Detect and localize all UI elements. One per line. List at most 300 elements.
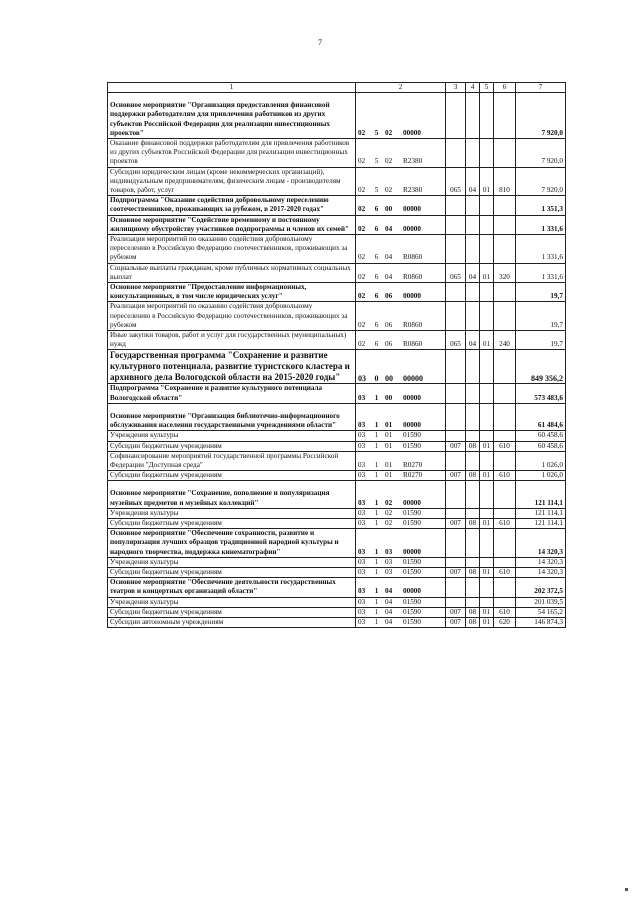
code-part: 1	[374, 471, 379, 480]
row-code-cell	[356, 302, 446, 331]
row-col3-cell: 007	[446, 567, 466, 577]
row-col6-cell: 810	[494, 167, 516, 196]
code-part: 03	[358, 431, 366, 440]
row-col5-cell	[480, 529, 494, 558]
row-name-cell: Субсидии бюджетным учреждениям	[108, 471, 356, 481]
row-amount-cell: 7 920,0	[516, 93, 566, 139]
header-cell-6: 6	[494, 83, 516, 93]
row-col6-cell	[494, 283, 516, 302]
row-col6-cell	[494, 578, 516, 597]
code-part: 6	[374, 253, 379, 262]
row-col6-cell: 610	[494, 607, 516, 617]
code-part: 02	[385, 128, 393, 137]
code-part: 03	[358, 508, 366, 517]
row-col5-cell: 01	[480, 263, 494, 282]
row-col4-cell	[466, 597, 480, 607]
code-part: 02	[358, 340, 366, 349]
code-part: 04	[385, 607, 393, 616]
row-amount-cell: 54 165,2	[516, 607, 566, 617]
code-part: 00000	[403, 205, 421, 214]
code-part: 02	[358, 272, 366, 281]
code-part: 1	[374, 518, 379, 527]
row-col5-cell	[480, 93, 494, 139]
row-col6-cell: 320	[494, 263, 516, 282]
code-part: 00000	[403, 224, 421, 233]
row-amount-cell: 1 026,0	[516, 451, 566, 470]
row-code-cell	[356, 431, 446, 441]
row-code-cell	[356, 215, 446, 234]
row-code-cell	[356, 263, 446, 282]
code-part: 01590	[403, 518, 421, 527]
code-part: 01	[385, 431, 393, 440]
row-col4-cell	[466, 302, 480, 331]
row-col5-cell	[480, 431, 494, 441]
row-col5-cell: 01	[480, 567, 494, 577]
row-col6-cell	[494, 529, 516, 558]
row-amount-cell: 1 331,6	[516, 235, 566, 264]
row-col5-cell	[480, 196, 494, 215]
code-part: 02	[358, 205, 366, 214]
code-part: R2380	[403, 186, 423, 195]
row-code-cell	[356, 518, 446, 528]
budget-table	[107, 82, 566, 628]
code-part: 03	[358, 567, 366, 576]
code-part: 02	[358, 157, 366, 166]
code-part: 03	[358, 607, 366, 616]
code-part: 00000	[403, 587, 421, 596]
row-col5-cell	[480, 139, 494, 168]
code-part: 1	[374, 393, 379, 402]
table-row	[108, 508, 566, 518]
row-amount-cell: 14 320,3	[516, 557, 566, 567]
row-col6-cell: 610	[494, 567, 516, 577]
row-col6-cell	[494, 403, 516, 430]
code-part: 01590	[403, 508, 421, 517]
row-col3-cell	[446, 302, 466, 331]
row-col4-cell	[466, 215, 480, 234]
row-code-cell	[356, 508, 446, 518]
row-name-cell: Учреждения культуры	[108, 508, 356, 518]
code-part: 02	[358, 253, 366, 262]
code-part: 00	[385, 393, 393, 402]
row-col5-cell	[480, 235, 494, 264]
table-row	[108, 350, 566, 384]
code-part: 1	[374, 597, 379, 606]
row-col6-cell	[494, 481, 516, 508]
code-part: 1	[374, 587, 379, 596]
table-row	[108, 283, 566, 302]
code-part: 00	[385, 205, 393, 214]
row-col6-cell	[494, 451, 516, 470]
code-part: 02	[385, 157, 393, 166]
row-amount-cell: 849 356,2	[516, 350, 566, 384]
row-amount-cell: 60 458,6	[516, 441, 566, 451]
row-name-cell: Субсидии автономным учреждениям	[108, 617, 356, 627]
row-amount-cell: 60 458,6	[516, 431, 566, 441]
row-name-cell: Учреждения культуры	[108, 597, 356, 607]
code-part: R0860	[403, 253, 423, 262]
table-row	[108, 578, 566, 597]
row-col5-cell	[480, 557, 494, 567]
row-name-cell: Основное мероприятие "Содействие временному и постоянному жилищному обустройству участников подпрограммы и членов их семей"	[108, 215, 356, 234]
row-code-cell	[356, 196, 446, 215]
row-col6-cell	[494, 557, 516, 567]
row-name-cell: Подпрограмма "Оказание содействия добровольному переселению соотечественников, проживающих за рубежом, в 2017-2020 годах"	[108, 196, 356, 215]
row-col3-cell	[446, 384, 466, 403]
code-part: 5	[374, 157, 379, 166]
row-col6-cell	[494, 215, 516, 234]
row-col4-cell: 04	[466, 167, 480, 196]
row-col4-cell	[466, 508, 480, 518]
header-cell-4: 4	[466, 83, 480, 93]
code-part: 03	[358, 498, 366, 507]
row-col3-cell	[446, 93, 466, 139]
row-col3-cell: 007	[446, 617, 466, 627]
row-code-cell	[356, 403, 446, 430]
row-code-cell	[356, 597, 446, 607]
code-part: 03	[358, 617, 366, 626]
row-col6-cell	[494, 597, 516, 607]
code-part: 00000	[403, 498, 421, 507]
code-part: 01590	[403, 441, 421, 450]
row-col6-cell	[494, 350, 516, 384]
row-amount-cell: 14 320,3	[516, 529, 566, 558]
row-name-cell: Основное мероприятие "Обеспечение деятельности государственных театров и концертных организаций области"	[108, 578, 356, 597]
header-row	[108, 83, 566, 93]
row-col4-cell: 08	[466, 441, 480, 451]
row-col5-cell: 01	[480, 471, 494, 481]
code-part: 01	[385, 471, 393, 480]
table-row	[108, 557, 566, 567]
code-part: 03	[358, 471, 366, 480]
row-col3-cell: 007	[446, 441, 466, 451]
code-part: 06	[385, 292, 393, 301]
row-col4-cell	[466, 529, 480, 558]
row-name-cell: Учреждения культуры	[108, 431, 356, 441]
row-code-cell	[356, 93, 446, 139]
code-part: 00	[385, 374, 393, 384]
row-col4-cell	[466, 350, 480, 384]
row-col5-cell	[480, 403, 494, 430]
row-code-cell	[356, 139, 446, 168]
row-col4-cell	[466, 93, 480, 139]
row-col4-cell	[466, 283, 480, 302]
code-part: 1	[374, 421, 379, 430]
row-amount-cell: 121 114,1	[516, 481, 566, 508]
row-col4-cell	[466, 384, 480, 403]
row-name-cell: Подпрограмма "Сохранение и развитие культурного потенциала Вологодской области"	[108, 384, 356, 403]
code-part: 04	[385, 597, 393, 606]
row-amount-cell: 121 114,1	[516, 518, 566, 528]
code-part: R0270	[403, 460, 423, 469]
row-col4-cell	[466, 196, 480, 215]
row-name-cell: Учреждения культуры	[108, 557, 356, 567]
table-row	[108, 93, 566, 139]
code-part: 1	[374, 460, 379, 469]
code-part: R2380	[403, 157, 423, 166]
row-col3-cell	[446, 578, 466, 597]
row-code-cell	[356, 451, 446, 470]
code-part: 1	[374, 441, 379, 450]
code-part: 01590	[403, 617, 421, 626]
code-part: 00000	[403, 128, 421, 137]
row-code-cell	[356, 529, 446, 558]
code-part: R0860	[403, 320, 423, 329]
code-part: 03	[385, 567, 393, 576]
code-part: 03	[358, 460, 366, 469]
row-col5-cell	[480, 481, 494, 508]
code-part: 6	[374, 320, 379, 329]
row-col4-cell	[466, 139, 480, 168]
row-col4-cell	[466, 431, 480, 441]
row-code-cell	[356, 350, 446, 384]
row-col5-cell	[480, 283, 494, 302]
table-row	[108, 471, 566, 481]
table-row	[108, 331, 566, 350]
code-part: 5	[374, 186, 379, 195]
row-col5-cell	[480, 302, 494, 331]
code-part: 01590	[403, 567, 421, 576]
code-part: 6	[374, 224, 379, 233]
table-row	[108, 451, 566, 470]
row-amount-cell: 201 039,5	[516, 597, 566, 607]
code-part: 1	[374, 617, 379, 626]
row-col3-cell	[446, 350, 466, 384]
row-col4-cell	[466, 578, 480, 597]
code-part: 03	[385, 557, 393, 566]
row-name-cell: Субсидии юридическим лицам (кроме некоммерческих организаций), индивидуальным предпринимателям, физическим лицам - производителям товаров, работ, услуг	[108, 167, 356, 196]
row-amount-cell: 146 874,3	[516, 617, 566, 627]
header-cell-7: 7	[516, 83, 566, 93]
code-part: 6	[374, 205, 379, 214]
row-code-cell	[356, 235, 446, 264]
table-row	[108, 215, 566, 234]
code-part: 03	[358, 374, 366, 384]
code-part: 00000	[403, 374, 423, 384]
row-name-cell: Основное мероприятие "Предоставление информационных, консультационных, в том числе юридических услуг"	[108, 283, 356, 302]
row-amount-cell: 19,7	[516, 331, 566, 350]
row-col3-cell: 065	[446, 263, 466, 282]
row-col5-cell	[480, 508, 494, 518]
table-row	[108, 597, 566, 607]
row-code-cell	[356, 567, 446, 577]
header-cell-2: 2	[356, 83, 446, 93]
code-part: 01	[385, 441, 393, 450]
row-col5-cell: 01	[480, 617, 494, 627]
row-name-cell: Реализация мероприятий по оказанию содействия добровольному переселению в Российскую Федерацию соотечественников, проживающих за рубежом	[108, 302, 356, 331]
code-part: 00000	[403, 292, 421, 301]
header-cell-5: 5	[480, 83, 494, 93]
row-amount-cell: 14 320,3	[516, 567, 566, 577]
row-col5-cell: 01	[480, 518, 494, 528]
code-part: 03	[358, 597, 366, 606]
row-col5-cell: 01	[480, 441, 494, 451]
code-part: 01590	[403, 557, 421, 566]
row-code-cell	[356, 557, 446, 567]
row-col3-cell: 007	[446, 471, 466, 481]
row-amount-cell: 1 331,6	[516, 215, 566, 234]
row-col3-cell	[446, 557, 466, 567]
row-col6-cell	[494, 196, 516, 215]
row-col3-cell	[446, 529, 466, 558]
code-part: 06	[385, 320, 393, 329]
code-part: 02	[358, 292, 366, 301]
row-col6-cell: 240	[494, 331, 516, 350]
row-code-cell	[356, 617, 446, 627]
row-code-cell	[356, 481, 446, 508]
row-col6-cell: 620	[494, 617, 516, 627]
table-row	[108, 263, 566, 282]
code-part: 02	[358, 320, 366, 329]
row-name-cell: Субсидии бюджетным учреждениям	[108, 567, 356, 577]
code-part: 02	[385, 186, 393, 195]
code-part: 01	[385, 421, 393, 430]
code-part: 1	[374, 508, 379, 517]
row-amount-cell: 202 372,5	[516, 578, 566, 597]
row-col5-cell	[480, 215, 494, 234]
code-part: 03	[385, 547, 393, 556]
row-col3-cell	[446, 235, 466, 264]
row-name-cell: Субсидии бюджетным учреждениям	[108, 607, 356, 617]
row-col3-cell	[446, 597, 466, 607]
row-amount-cell: 573 483,6	[516, 384, 566, 403]
row-col3-cell	[446, 451, 466, 470]
row-col6-cell	[494, 431, 516, 441]
code-part: 04	[385, 587, 393, 596]
row-name-cell: Основное мероприятие "Организация библиотечно-информационного обслуживания населения государственными учреждениями области"	[108, 403, 356, 430]
code-part: 6	[374, 292, 379, 301]
row-amount-cell: 19,7	[516, 302, 566, 331]
table-row	[108, 302, 566, 331]
code-part: 1	[374, 557, 379, 566]
code-part: 01590	[403, 431, 421, 440]
row-col3-cell	[446, 431, 466, 441]
code-part: 03	[358, 393, 366, 402]
row-col4-cell	[466, 235, 480, 264]
row-code-cell	[356, 331, 446, 350]
table-row	[108, 431, 566, 441]
row-name-cell: Основное мероприятие "Сохранение, пополнение и популяризация музейных предметов и музейных коллекций"	[108, 481, 356, 508]
row-col4-cell: 08	[466, 518, 480, 528]
code-part: 06	[385, 340, 393, 349]
row-name-cell: Реализация мероприятий по оказанию содействия добровольному переселению в Российскую Федерацию соотечественников, проживающих за рубежом	[108, 235, 356, 264]
header-cell-3: 3	[446, 83, 466, 93]
code-part: 6	[374, 340, 379, 349]
row-col4-cell: 08	[466, 471, 480, 481]
row-col3-cell	[446, 508, 466, 518]
row-name-cell: Субсидии бюджетным учреждениям	[108, 518, 356, 528]
table-row	[108, 518, 566, 528]
row-name-cell: Государственная программа "Сохранение и развитие культурного потенциала, развитие туристского кластера и архивного дела Вологодской области на 2015-2020 годы"	[108, 350, 356, 384]
row-col6-cell	[494, 508, 516, 518]
table-row	[108, 235, 566, 264]
row-name-cell: Иные закупки товаров, работ и услуг для государственных (муниципальных) нужд	[108, 331, 356, 350]
row-col3-cell	[446, 403, 466, 430]
row-code-cell	[356, 471, 446, 481]
row-col6-cell	[494, 302, 516, 331]
row-amount-cell: 19,7	[516, 283, 566, 302]
row-col5-cell: 01	[480, 331, 494, 350]
row-col4-cell: 08	[466, 617, 480, 627]
code-part: R0270	[403, 471, 423, 480]
code-part: 04	[385, 253, 393, 262]
table-row	[108, 567, 566, 577]
code-part: 02	[385, 518, 393, 527]
code-part: 02	[385, 498, 393, 507]
row-name-cell: Оказание финансовой поддержки работодателям для привлечения работников из других субъектов Российской Федерации для реализации инвестиционных проектов	[108, 139, 356, 168]
code-part: 5	[374, 128, 379, 137]
table-row	[108, 481, 566, 508]
table-row	[108, 403, 566, 430]
row-col5-cell	[480, 597, 494, 607]
row-col6-cell	[494, 384, 516, 403]
table-row	[108, 196, 566, 215]
row-col6-cell: 610	[494, 471, 516, 481]
code-part: 00000	[403, 421, 421, 430]
code-part: 01590	[403, 597, 421, 606]
row-amount-cell: 1 026,0	[516, 471, 566, 481]
table-row	[108, 441, 566, 451]
row-col3-cell	[446, 215, 466, 234]
table-row	[108, 139, 566, 168]
row-col3-cell: 065	[446, 167, 466, 196]
code-part: R0860	[403, 340, 423, 349]
row-col4-cell	[466, 451, 480, 470]
row-amount-cell: 121 114,1	[516, 508, 566, 518]
code-part: 03	[358, 547, 366, 556]
row-code-cell	[356, 441, 446, 451]
row-col3-cell: 007	[446, 518, 466, 528]
row-name-cell: Субсидии бюджетным учреждениям	[108, 441, 356, 451]
row-name-cell: Основное мероприятие "Организация предоставления финансовой поддержки работодателям для привлечения работников из других субъектов Российской Федерации для реализации инвестиционных проектов"	[108, 93, 356, 139]
code-part: 1	[374, 567, 379, 576]
code-part: 03	[358, 421, 366, 430]
table-row	[108, 384, 566, 403]
table-row	[108, 167, 566, 196]
row-code-cell	[356, 283, 446, 302]
row-amount-cell: 61 484,6	[516, 403, 566, 430]
code-part: 03	[358, 518, 366, 527]
code-part: 04	[385, 224, 393, 233]
row-amount-cell: 1 331,6	[516, 263, 566, 282]
code-part: 1	[374, 607, 379, 616]
row-name-cell: Софинансирование мероприятий государственной программы Российской Федерации "Доступная среда"	[108, 451, 356, 470]
code-part: 6	[374, 272, 379, 281]
row-code-cell	[356, 167, 446, 196]
row-col4-cell: 08	[466, 607, 480, 617]
code-part: 1	[374, 498, 379, 507]
row-col6-cell: 610	[494, 518, 516, 528]
code-part: 04	[385, 617, 393, 626]
code-part: 01	[385, 460, 393, 469]
row-col3-cell	[446, 283, 466, 302]
code-part: 0	[374, 374, 379, 384]
code-part: 02	[358, 186, 366, 195]
code-part: 1	[374, 431, 379, 440]
code-part: 03	[358, 587, 366, 596]
table-row	[108, 529, 566, 558]
code-part: 03	[358, 557, 366, 566]
row-amount-cell: 7 920,0	[516, 167, 566, 196]
page-number: 7	[318, 38, 322, 47]
row-col3-cell	[446, 139, 466, 168]
row-col5-cell: 01	[480, 607, 494, 617]
row-amount-cell: 1 351,3	[516, 196, 566, 215]
row-col4-cell: 04	[466, 263, 480, 282]
row-col4-cell: 04	[466, 331, 480, 350]
code-part: 01590	[403, 607, 421, 616]
scan-mark	[625, 888, 628, 891]
